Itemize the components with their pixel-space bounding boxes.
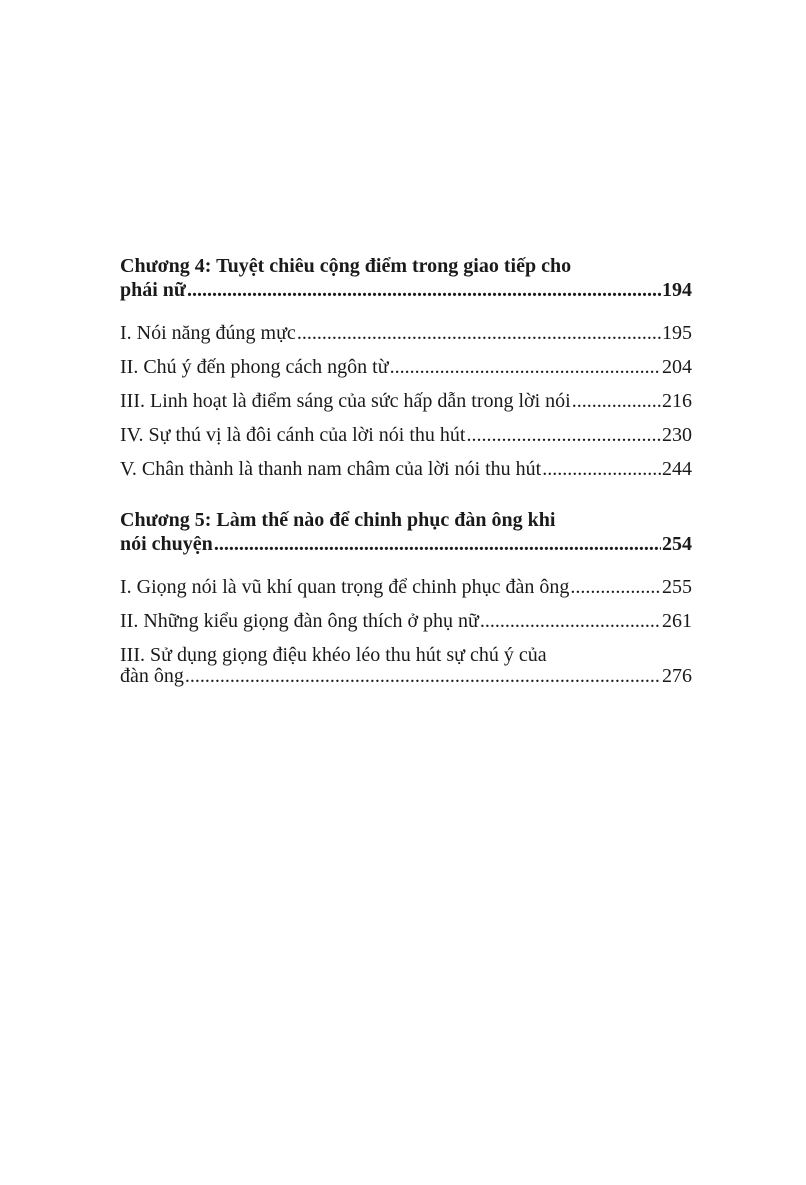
entry-label: IV. Sự thú vị là đôi cánh của lời nói thu hút xyxy=(120,424,466,446)
leader-dots xyxy=(480,604,661,638)
page-number: 195 xyxy=(662,322,692,344)
leader-dots xyxy=(214,532,661,556)
chapter-title-row xyxy=(120,532,692,556)
entry-row xyxy=(120,664,692,688)
entry-label-line2: đàn ông xyxy=(120,665,184,687)
chapter-title-line1: Chương 4: Tuyệt chiêu cộng điểm trong giao tiếp cho xyxy=(120,255,572,277)
leader-dots xyxy=(187,278,661,302)
chapter-title-line1: Chương 5: Làm thế nào để chinh phục đàn ông khi xyxy=(120,509,556,531)
leader-dots xyxy=(466,418,661,452)
list-item xyxy=(120,570,692,604)
page-number: 255 xyxy=(662,576,692,598)
entry-label: I. Nói năng đúng mực xyxy=(120,322,296,344)
entry-label: II. Chú ý đến phong cách ngôn từ xyxy=(120,356,389,378)
entry-label-line1: III. Sử dụng giọng điệu khéo léo thu hút sự chú ý của xyxy=(120,644,547,666)
page-number: 216 xyxy=(662,390,692,412)
chapter-4 xyxy=(120,254,692,486)
chapter-title-row xyxy=(120,278,692,302)
leader-dots xyxy=(297,316,661,350)
entry-label: I. Giọng nói là vũ khí quan trọng để chinh phục đàn ông xyxy=(120,576,570,598)
page-number: 230 xyxy=(662,424,692,446)
list-item xyxy=(120,452,692,486)
list-item xyxy=(120,384,692,418)
page-number: 194 xyxy=(662,279,692,301)
section-list xyxy=(120,316,692,486)
leader-dots xyxy=(185,664,661,688)
chapter-title xyxy=(120,254,692,302)
chapter-title-line2: nói chuyện xyxy=(120,533,213,555)
entry-label: III. Linh hoạt là điểm sáng của sức hấp dẫn trong lời nói xyxy=(120,390,571,412)
list-item xyxy=(120,604,692,638)
list-item xyxy=(120,638,692,688)
section-list xyxy=(120,570,692,688)
page-number: 244 xyxy=(662,458,692,480)
leader-dots xyxy=(570,570,661,604)
chapter-title xyxy=(120,508,692,556)
page-number: 204 xyxy=(662,356,692,378)
leader-dots xyxy=(390,350,661,384)
chapter-5 xyxy=(120,508,692,688)
chapter-title-line2: phái nữ xyxy=(120,279,186,301)
page-number: 276 xyxy=(662,665,692,687)
entry-label: II. Những kiểu giọng đàn ông thích ở phụ nữ xyxy=(120,610,479,632)
leader-dots xyxy=(542,452,661,486)
list-item xyxy=(120,418,692,452)
leader-dots xyxy=(572,384,661,418)
page-number: 254 xyxy=(662,533,692,555)
table-of-contents xyxy=(120,254,692,710)
list-item xyxy=(120,316,692,350)
page-number: 261 xyxy=(662,610,692,632)
list-item xyxy=(120,350,692,384)
entry-label: V. Chân thành là thanh nam châm của lời nói thu hút xyxy=(120,458,542,480)
